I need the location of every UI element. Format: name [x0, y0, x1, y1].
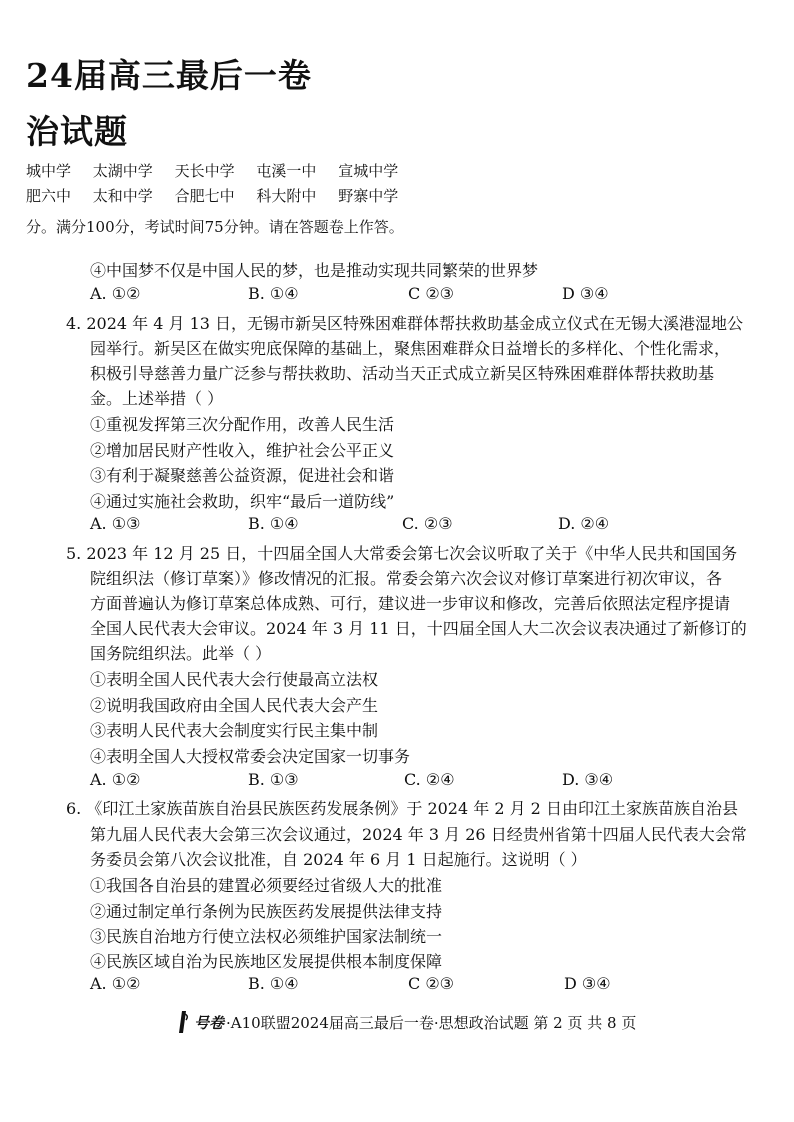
question-5-item-1: ①表明全国人民代表大会行使最高立法权 — [90, 670, 379, 689]
option-b: B. ①③ — [248, 770, 299, 789]
question-6-item-1: ①我国各自治县的建置必须要经过省级人大的批准 — [90, 876, 443, 895]
option-b: B. ①④ — [248, 284, 299, 303]
school-name: 天长中学 — [174, 162, 235, 180]
question-4-stem-line: 园举行。新吴区在做实兜底保障的基础上，聚焦困难群众日益增长的多样化、个性化需求， — [90, 339, 731, 358]
question-4-stem-line: 金。上述举措（ ） — [90, 389, 224, 408]
option-d: D ③④ — [564, 974, 611, 993]
option-d: D. ②④ — [558, 514, 610, 533]
school-name: 太湖中学 — [92, 162, 153, 180]
option-b: B. ①④ — [248, 974, 299, 993]
question-6-item-4: ④民族区域自治为民族地区发展提供根本制度保障 — [90, 952, 443, 971]
school-name: 野寨中学 — [338, 187, 399, 205]
question-6-stem-line: 第九届人民代表大会第三次会议通过，2024 年 3 月 26 日经贵州省第十四届人民代表大会常 — [90, 825, 747, 844]
question-5-item-2: ②说明我国政府由全国人民代表大会产生 — [90, 696, 379, 715]
option-a: A. ①③ — [90, 514, 141, 533]
brand-logo-icon — [176, 1010, 190, 1034]
question-4-item-1: ①重视发挥第三次分配作用，改善人民生活 — [90, 415, 395, 434]
exam-subtitle: 治试题 — [26, 112, 128, 151]
question-5-item-4: ④表明全国人大授权常委会决定国家一切事务 — [90, 747, 411, 766]
school-list-row-2 — [26, 185, 415, 206]
school-name: 城中学 — [26, 162, 72, 180]
option-c: C. ②④ — [404, 770, 455, 789]
school-name: 太和中学 — [92, 187, 153, 205]
school-name: 宣城中学 — [338, 162, 399, 180]
exam-instructions: 分。满分100分，考试时间75分钟。请在答题卷上作答。 — [26, 218, 404, 236]
option-d: D. ③④ — [562, 770, 614, 789]
question-4-stem-line: 积极引导慈善力量广泛参与帮扶救助、活动当天正式成立新吴区特殊困难群体帮扶救助基 — [90, 364, 715, 383]
question-5-stem-line: 全国人民代表大会审议。2024 年 3 月 11 日，十四届全国人大二次会议表决通过了新修订的 — [90, 619, 747, 638]
question-5-stem-line: 国务院组织法。此举（ ） — [90, 644, 272, 663]
footer-text: ·A10联盟2024届高三最后一卷·思想政治试题 第 2 页 共 8 页 — [226, 1013, 637, 1032]
question-5-stem-line: 方面普遍认为修订草案总体成熟、可行，建议进一步审议和修改，完善后依照法定程序提请 — [90, 594, 731, 613]
page-footer — [176, 1010, 636, 1034]
question-6-stem-line: 6. 《印江土家族苗族自治县民族医药发展条例》于 2024 年 2 月 2 日由印江土家族苗族自治县 — [66, 799, 738, 818]
option-d: D ③④ — [562, 284, 609, 303]
option-c: C ②③ — [408, 284, 455, 303]
school-name: 屯溪一中 — [256, 162, 317, 180]
option-c: C. ②③ — [402, 514, 453, 533]
school-name: 肥六中 — [26, 187, 72, 205]
option-b: B. ①④ — [248, 514, 299, 533]
question-4-item-3: ③有利于凝聚慈善公益资源，促进社会和谐 — [90, 466, 395, 485]
question-4-stem-line: 4. 2024 年 4 月 13 日，无锡市新吴区特殊困难群体帮扶救助基金成立仪式在无锡大溪港湿地公 — [66, 314, 744, 333]
school-name: 合肥七中 — [174, 187, 235, 205]
option-a: A. ①② — [90, 770, 141, 789]
question-6-item-2: ②通过制定单行条例为民族医药发展提供法律支持 — [90, 902, 443, 921]
exam-title: 24届高三最后一卷 — [26, 56, 312, 95]
question-4-item-4: ④通过实施社会救助，织牢“最后一道防线” — [90, 492, 395, 511]
brand-name: 号卷 — [194, 1013, 225, 1032]
school-list-row-1 — [26, 160, 415, 181]
option-c: C ②③ — [408, 974, 455, 993]
question-6-item-3: ③民族自治地方行使立法权必须维护国家法制统一 — [90, 927, 443, 946]
school-name: 科大附中 — [256, 187, 317, 205]
option-a: A. ①② — [90, 284, 141, 303]
question-6-stem-line: 务委员会第八次会议批准，自 2024 年 6 月 1 日起施行。这说明（ ） — [90, 850, 587, 869]
question-4-item-2: ②增加居民财产性收入，维护社会公平正义 — [90, 441, 395, 460]
question-5-stem-line: 5. 2023 年 12 月 25 日，十四届全国人大常委会第七次会议听取了关于《中华人民共和国国务 — [66, 544, 738, 563]
question-3-item-4: ④中国梦不仅是中国人民的梦，也是推动实现共同繁荣的世界梦 — [90, 261, 539, 280]
question-5-stem-line: 院组织法（修订草案）》修改情况的汇报。常委会第六次会议对修订草案进行初次审议，各 — [90, 569, 723, 588]
option-a: A. ①② — [90, 974, 141, 993]
question-5-item-3: ③表明人民代表大会制度实行民主集中制 — [90, 721, 379, 740]
